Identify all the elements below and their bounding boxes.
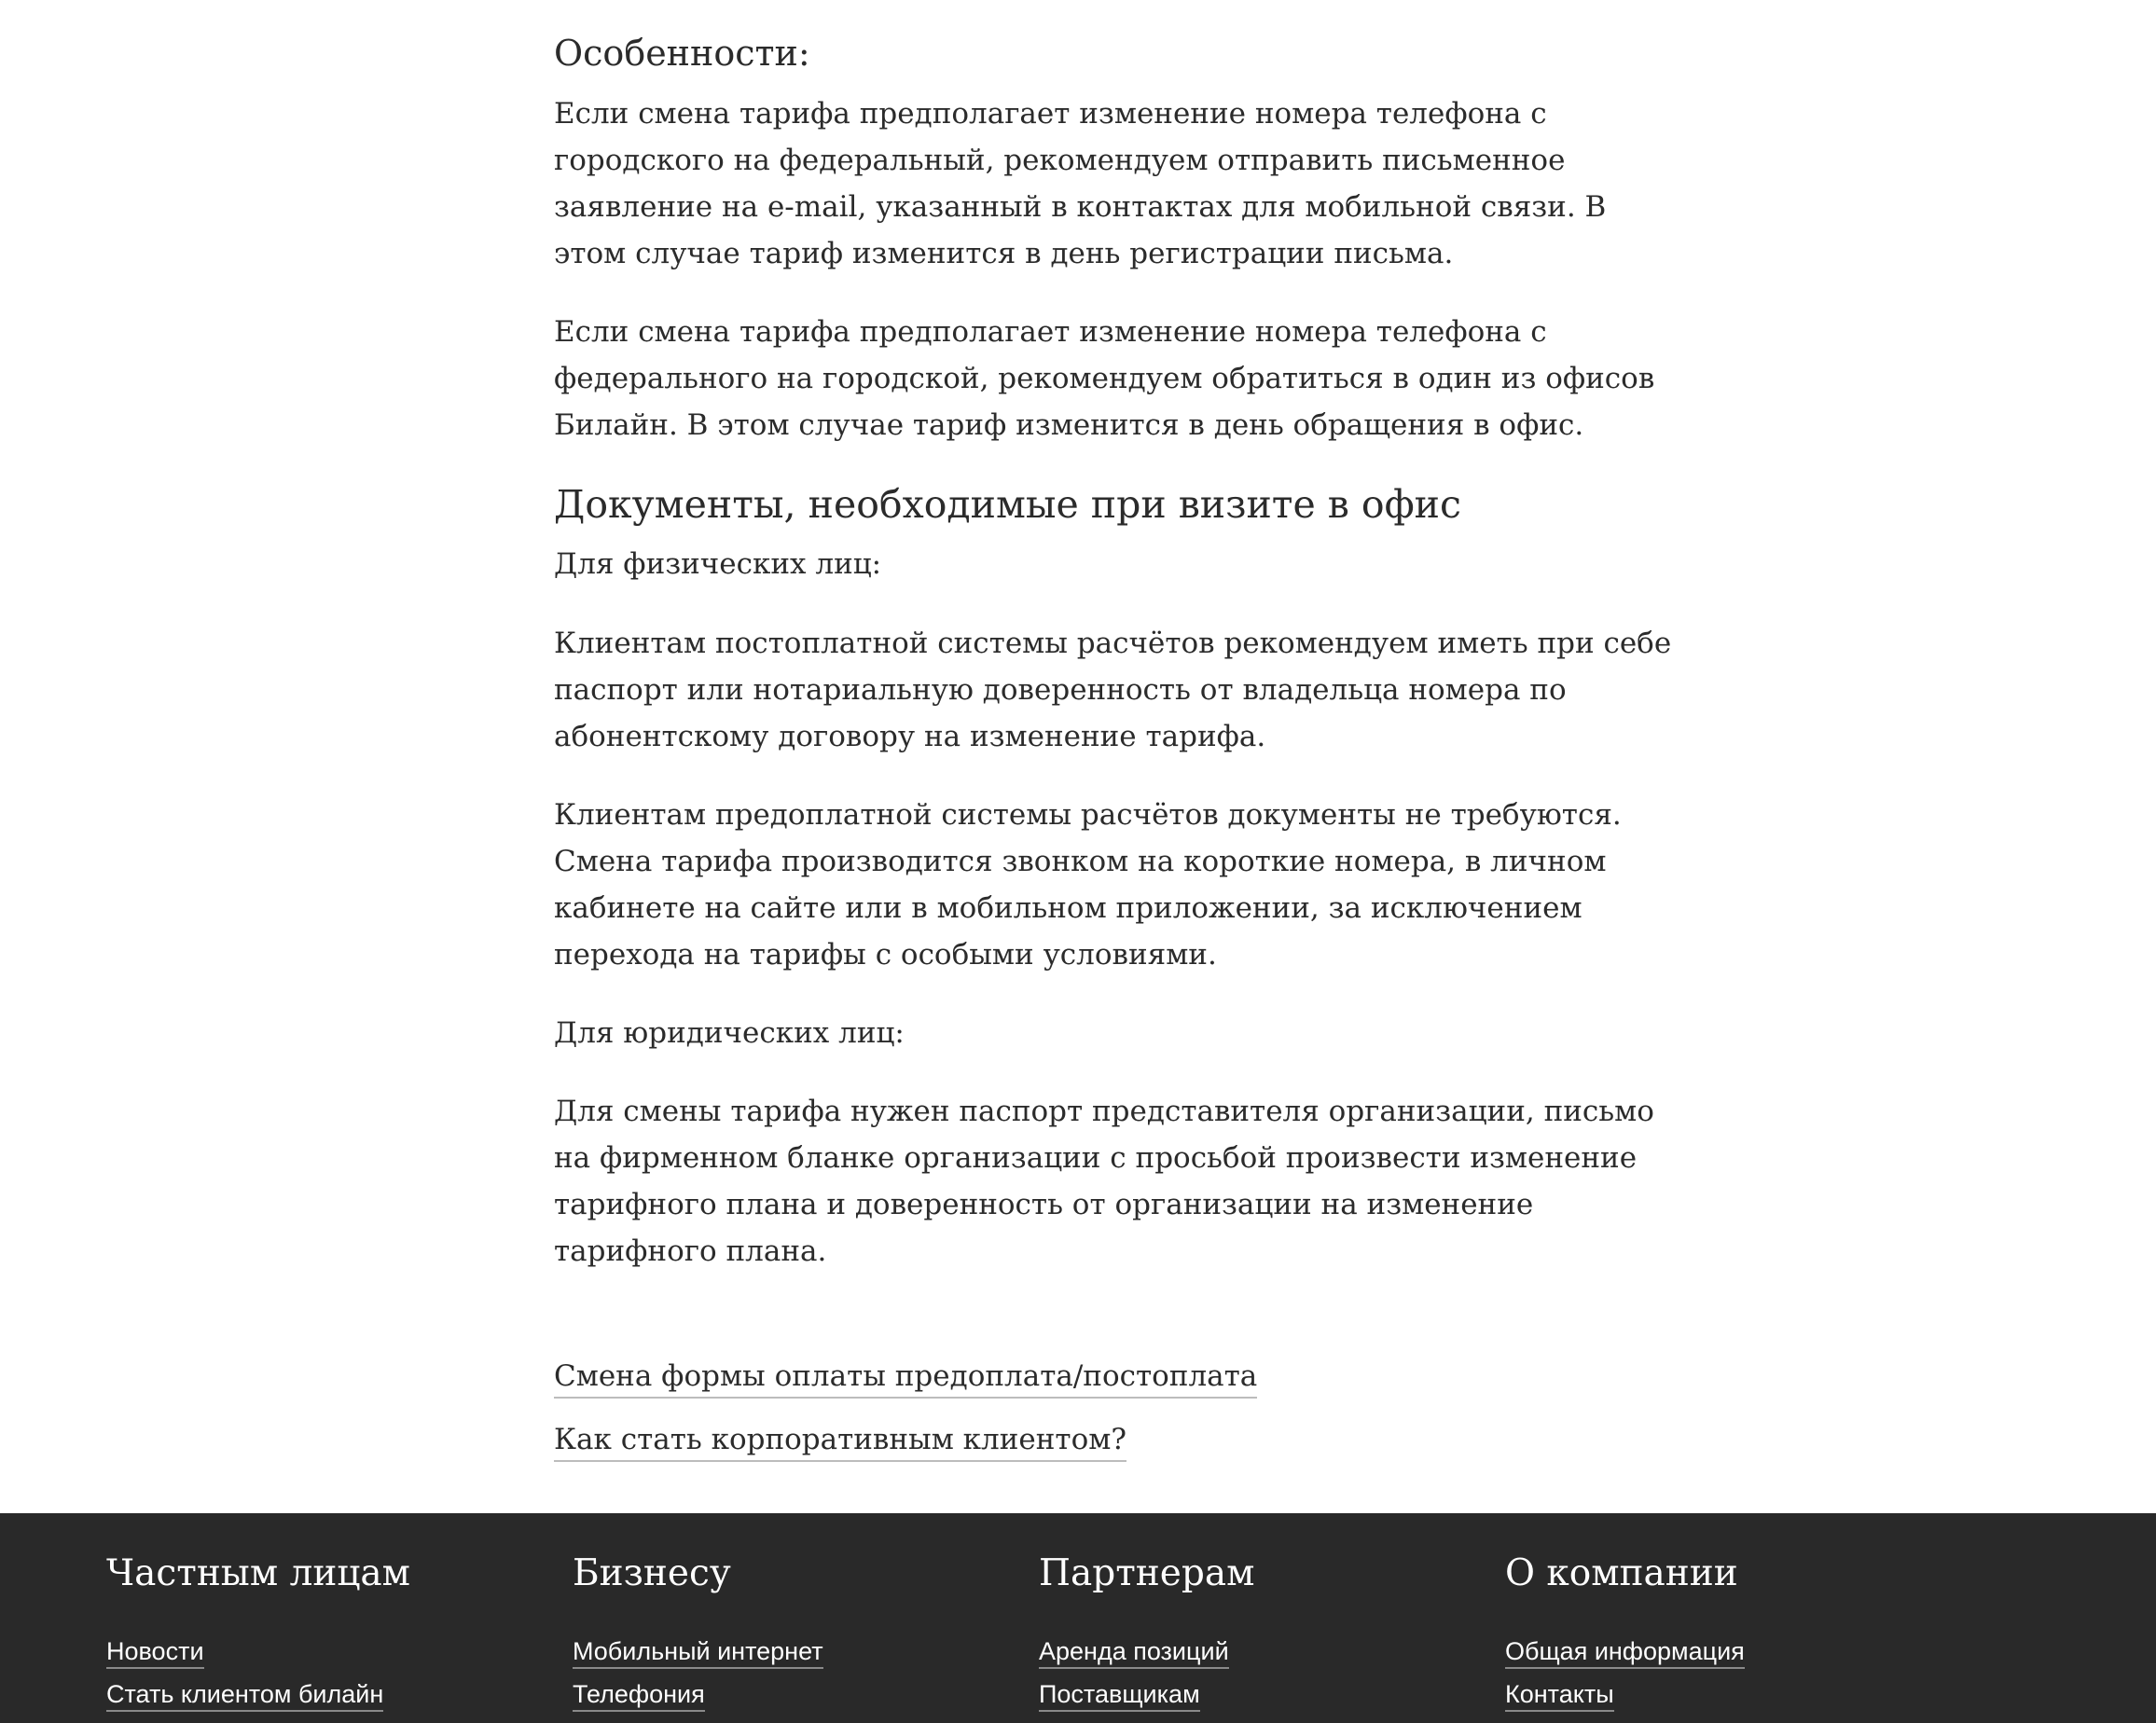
text-line: перехода на тарифы с особыми условиями.	[554, 938, 1217, 972]
footer-link-become-client[interactable]: Стать клиентом билайн	[106, 1678, 383, 1712]
text-line: городского на федеральный, рекомендуем отправить письменное	[554, 144, 1566, 177]
text-line: Смена тарифа производится звонком на короткие номера, в личном	[554, 845, 1607, 878]
features-heading: Особенности:	[554, 33, 810, 74]
footer-column-title: Партнерам	[1039, 1552, 1255, 1594]
footer-link-position-rental[interactable]: Аренда позиций	[1039, 1635, 1229, 1669]
text-line: на фирменном бланке организации с просьбой произвести изменение	[554, 1141, 1638, 1175]
footer-column-title: О компании	[1505, 1552, 1738, 1594]
footer-link-mobile-internet[interactable]: Мобильный интернет	[573, 1635, 823, 1669]
text-line: тарифного плана и доверенность от организации на изменение	[554, 1188, 1534, 1221]
legal-paragraph	[554, 1088, 1654, 1275]
features-paragraph-1	[554, 90, 1607, 277]
text-line: тарифного плана.	[554, 1234, 827, 1268]
prepaid-paragraph	[554, 792, 1622, 978]
footer-link-suppliers[interactable]: Поставщикам	[1039, 1678, 1200, 1712]
text-line: Если смена тарифа предполагает изменение номера телефона с	[554, 315, 1547, 349]
text-line: заявление на e-mail, указанный в контактах для мобильной связи. В	[554, 190, 1607, 224]
text-line: абонентскому договору на изменение тарифа.	[554, 720, 1266, 753]
features-paragraph-2	[554, 309, 1655, 448]
text-line: этом случае тариф изменится в день регистрации письма.	[554, 237, 1454, 270]
footer	[0, 1513, 2156, 1723]
text-line: кабинете на сайте или в мобильном приложении, за исключением	[554, 891, 1582, 925]
text-line: Если смена тарифа предполагает изменение номера телефона с	[554, 97, 1547, 131]
footer-link-news[interactable]: Новости	[106, 1635, 204, 1669]
footer-link-telephony[interactable]: Телефония	[573, 1678, 705, 1712]
payment-form-change-link[interactable]: Смена формы оплаты предоплата/постоплата	[554, 1356, 1257, 1399]
individuals-label: Для физических лиц:	[554, 547, 882, 581]
text-line: Клиентам постоплатной системы расчётов рекомендуем иметь при себе	[554, 627, 1672, 660]
documents-heading: Документы, необходимые при визите в офис	[554, 482, 1461, 527]
footer-column-title: Частным лицам	[106, 1552, 411, 1594]
text-line: Для смены тарифа нужен паспорт представителя организации, письмо	[554, 1095, 1654, 1128]
footer-link-contacts[interactable]: Контакты	[1505, 1678, 1614, 1712]
text-line: Клиентам предоплатной системы расчётов документы не требуются.	[554, 798, 1622, 832]
text-line: Билайн. В этом случае тариф изменится в день обращения в офис.	[554, 408, 1584, 442]
text-line: паспорт или нотариальную доверенность от владельца номера по	[554, 673, 1567, 707]
corporate-client-link[interactable]: Как стать корпоративным клиентом?	[554, 1419, 1126, 1462]
footer-link-general-info[interactable]: Общая информация	[1505, 1635, 1745, 1669]
text-line: федерального на городской, рекомендуем обратиться в один из офисов	[554, 362, 1655, 395]
legal-label: Для юридических лиц:	[554, 1016, 905, 1050]
postpaid-paragraph	[554, 620, 1672, 760]
footer-column-title: Бизнесу	[573, 1552, 731, 1594]
